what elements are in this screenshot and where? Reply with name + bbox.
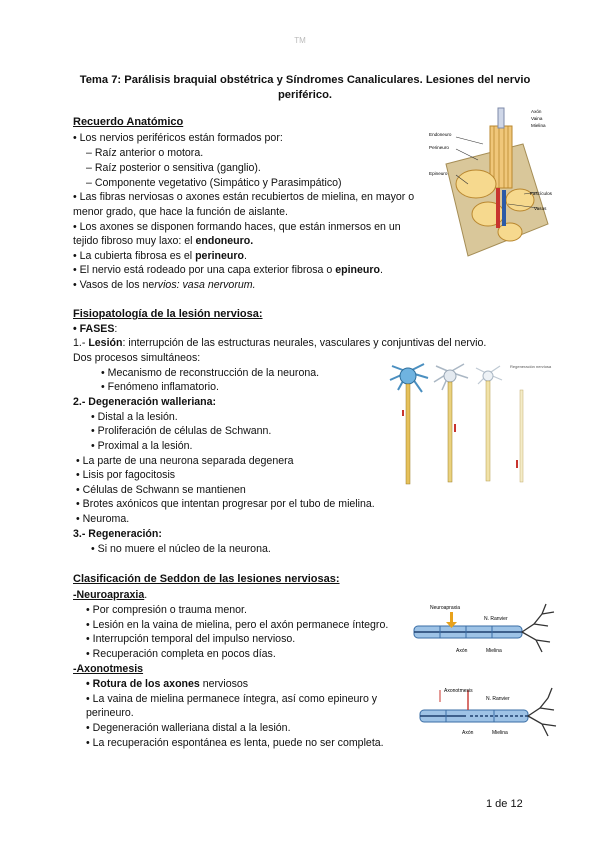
page-header-mark: TM	[294, 36, 306, 45]
title-line-2: periférico.	[277, 89, 333, 101]
physio-line: • Si no muere el núcleo de la neurona.	[91, 543, 271, 555]
figure-label-mielina: Mielina	[531, 123, 546, 128]
figure-caption: Regeneración nerviosa	[510, 364, 552, 369]
figure-label-perineuro: Perineuro	[429, 145, 449, 150]
figure-label-node: N. Ranvier	[484, 616, 508, 622]
neuroapraxia-heading: -Neuroapraxia.	[73, 589, 148, 601]
anatomy-line: • Las fibras nerviosas o axones están recubiertos de mielina, en mayor o	[73, 191, 415, 203]
figure-label-axon: Axón	[531, 109, 542, 114]
figure-label-endoneuro: Endoneuro	[429, 132, 452, 137]
neuron-1	[390, 364, 428, 484]
anatomy-line: – Componente vegetativo (Simpático y Parasimpático)	[86, 177, 342, 189]
physio-line: Dos procesos simultáneos:	[73, 352, 201, 364]
neuroapraxia-figure	[410, 596, 560, 660]
physio-line: 1.- Lesión: interrupción de las estructuras neurales, vasculares y conjuntivas del nervio.	[73, 337, 487, 349]
neuron-3	[476, 366, 502, 481]
figure-label-vaina: Vaina	[531, 116, 543, 121]
physio-line: • Células de Schwann se mantienen	[76, 484, 246, 496]
anatomy-line: • Los nervios periféricos están formados por:	[73, 132, 283, 144]
figure-label-lesion: Neuroapraxia	[430, 605, 461, 611]
figure-label-vasos: Vasos	[534, 206, 547, 211]
nerve-anatomy-figure	[428, 104, 552, 262]
figure-label-epineuro: Epineuro	[429, 171, 448, 176]
figure-label-axon: Axón	[456, 648, 468, 654]
axonotmesis-figure	[418, 680, 568, 742]
seddon-line: • Rotura de los axones nerviosos	[86, 678, 249, 690]
physio-line: • Proliferación de células de Schwann.	[91, 425, 272, 437]
physio-line: • Lisis por fagocitosis	[76, 469, 176, 481]
neuron-2	[434, 364, 468, 482]
physio-line: • Neuroma.	[76, 513, 130, 525]
page-number: 1 de 12	[486, 798, 523, 810]
physio-line: • La parte de una neurona separada degenera	[76, 455, 294, 467]
figure-label-fasciculos: Fascículos	[530, 191, 552, 196]
seddon-line: • Recuperación completa en pocos días.	[86, 648, 276, 660]
figure-label-myelin: Mielina	[486, 648, 502, 654]
figure-label-lesion: Axonotmesis	[444, 688, 473, 694]
page-title	[70, 73, 540, 103]
physio-line: • FASES:	[73, 323, 118, 335]
section-heading-seddon: Clasificación de Seddon de las lesiones nerviosas:	[73, 573, 340, 585]
seddon-line: • Degeneración walleriana distal a la lesión.	[86, 722, 291, 734]
section-heading-anatomy: Recuerdo Anatómico	[73, 116, 184, 128]
physio-line: 2.- Degeneración walleriana:	[73, 396, 217, 408]
seddon-line: • La recuperación espontánea es lenta, puede no ser completa.	[86, 737, 384, 749]
neuron-4	[510, 364, 552, 482]
anatomy-line: – Raíz anterior o motora.	[86, 147, 204, 159]
physio-line: • Brotes axónicos que intentan progresar por el tubo de mielina.	[76, 498, 375, 510]
anatomy-line: • La cubierta fibrosa es el perineuro.	[73, 250, 247, 262]
wallerian-degeneration-figure	[388, 362, 552, 486]
seddon-line: perineuro.	[86, 707, 134, 719]
anatomy-line: tejido fibroso muy laxo: el endoneuro.	[73, 235, 254, 247]
physio-line: • Distal a la lesión.	[91, 411, 178, 423]
figure-label-axon: Axón	[462, 730, 474, 736]
seddon-line: • Por compresión o trauma menor.	[86, 604, 247, 616]
seddon-line: • La vaina de mielina permanece íntegra, así como epineuro y	[86, 693, 378, 705]
physio-line: 3.- Regeneración:	[73, 528, 162, 540]
anatomy-line: • Vasos de los nervios: vasa nervorum.	[73, 279, 256, 291]
figure-label-myelin: Mielina	[492, 730, 508, 736]
anatomy-line: • Los axones se disponen formando haces, que están inmersos en un	[73, 221, 401, 233]
physio-line: • Mecanismo de reconstrucción de la neurona.	[101, 367, 320, 379]
figure-label-node: N. Ranvier	[486, 696, 510, 702]
section-heading-physiopathology: Fisiopatología de la lesión nerviosa:	[73, 308, 263, 320]
physio-line: • Fenómeno inflamatorio.	[101, 381, 219, 393]
anatomy-line: • El nervio está rodeado por una capa exterior fibrosa o epineuro.	[73, 264, 383, 276]
axonotmesis-heading: -Axonotmesis	[73, 663, 144, 675]
anatomy-line: – Raíz posterior o sensitiva (ganglio).	[86, 162, 261, 174]
anatomy-line: menor grado, que hace la función de aislante.	[73, 206, 288, 218]
physio-line: • Proximal a la lesión.	[91, 440, 193, 452]
seddon-line: • Lesión en la vaina de mielina, pero el axón permanece íntegro.	[86, 619, 389, 631]
title-line-1: Tema 7: Parálisis braquial obstétrica y Síndromes Canaliculares. Lesiones del nervio	[79, 74, 531, 86]
seddon-line: • Interrupción temporal del impulso nervioso.	[86, 633, 296, 645]
